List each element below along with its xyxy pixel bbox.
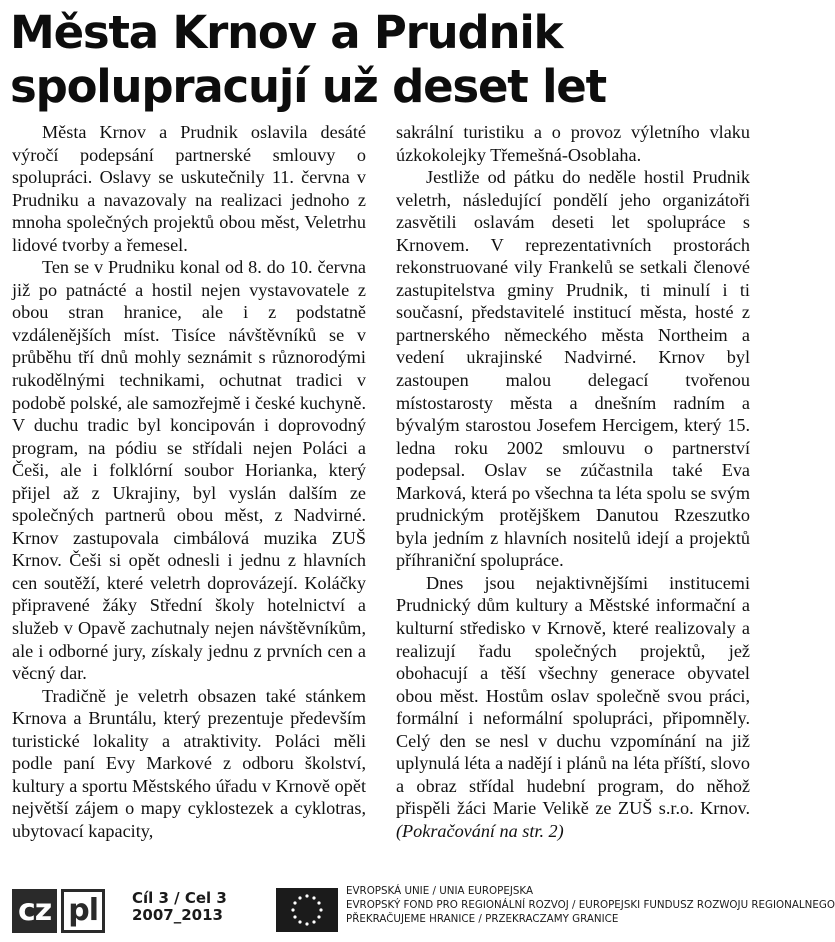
eu-line-fund: EVROPSKÝ FOND PRO REGIONÁLNÍ ROZVOJ / EUROPEJSKI FUNDUSZ ROZWOJU REGIONALNEGO [346,899,835,911]
paragraph: Ten se v Prudniku konal od 8. do 10. června již po patnácté a hostil nejen vystavovatele z obou stran hranice, ale i z podstatně vzdálenějších míst. Tisíce návštěvníků se v průběhu tří dnů mohly seznámit s různorodými rukodělnými technikami, ochutnat tradici v podobě polské, ale samozřejmě i české kuchyně. V duchu tradic byl koncipován i doprovodný program, na pódiu se střídali nejen Poláci a Češi, ale i folklórní soubor Horianka, který přijel až z Ukrajiny, byl vyslán dalším ze společných partnerů obou měst, z Nadvirné. Krnov zastupovala cimbálová muzika ZUŠ Krnov. Češi si opět odnesli i jednu z hlavních cen soutěží, které veletrh doprovázejí. Koláčky připravené žáky Střední školy hotelnictví a služeb v Opavě zachutnaly nejen návštěvníkům, ale i odborné jury, získaly jednu z prvních cen a věcný dar. [12,257,366,684]
logo-pl: pl [61,889,105,933]
paragraph: Tradičně je veletrh obsazen také stánkem Krnova a Bruntálu, který prezentuje především turistické lokality a atraktivity. Poláci měli podle paní Evy Markové z odboru školství, kultury a sportu Městského úřadu v Krnově opět největší zájem o mapy cyklostezek a cyklotras, ubytovací kapacity, [12,685,366,841]
headline-line-1: Města Krnov a Prudnik [10,6,563,59]
funding-footer [0,882,835,942]
article-column-right [396,121,750,843]
cz-pl-logo [12,886,124,936]
headline-line-2: spolupracují už deset let [10,60,606,113]
program-goal [132,890,227,924]
continuation-note: (Pokračování na str. 2) [396,820,564,841]
paragraph: Jestliže od pátku do neděle hostil Prudnik veletrh, následující pondělí jeho organizátoři zasvětili oslavám deseti let spolupráce s Krnovem. V reprezentativních prostorách rekonstruované vily Frankelů se setkali členové zastupitelstva gminy Prudnik, ti minulí i ti současní, představitelé institucí města, hosté z partnerského německého města Northeim a vedení ukrajinské Nadvirné. Krnov byl zastoupen malou delegací tvořenou místostarosty města a dnešním radním a bývalým starostou Josefem Hercigem, který 15. ledna roku 2002 smlouvu o partnerství podepsal. Oslav se zúčastnila také Eva Marková, která po všechna ta léta spolu se svým prudnickým protějškem Danutou Rzeszutko byla jedním z hlavních nositelů idejí a projektů příhraniční spolupráce. [396,167,750,571]
paragraph: sakrální turistiku a o provoz výletního vlaku úzkokolejky Třemešná-Osoblaha. [396,122,750,165]
article-headline [10,6,750,114]
eu-funding-text [346,884,835,926]
paragraph: Města Krnov a Prudnik oslavila desáté výročí podepsání partnerské smlouvy o spolupráci. Oslavy se uskutečnily 11. června v Prudniku a navazovaly na realizaci jednoho z mnoha společných projektů obou měst, Veletrhu lidové tvorby a řemesel. [12,122,366,255]
eu-line-union: EVROPSKÁ UNIE / UNIA EUROPEJSKA [346,885,534,897]
goal-title: Cíl 3 / Cel 3 [132,889,227,907]
goal-period: 2007_2013 [132,906,223,924]
paragraph-text: Dnes jsou nejaktivnějšími institucemi Prudnický dům kultury a Městské informační a kulturní středisko v Krnově, které realizovaly a realizují řadu společných projektů, jež obohacují a těší všechny generace obyvatel obou měst. Hostům oslav společně svou práci, formální i neformální spolupráci, připomněly. Celý den se nesl v duchu vzpomínání na již uplynulá léta a nadějí i plánů na léta příští, slovo a obraz střídal hudební program, do něhož přispěli žáci Marie Velikě ze ZUŠ s.r.o. Krnov. [396,572,750,819]
eu-flag-icon [276,888,338,932]
paragraph [396,572,750,843]
logo-cz: cz [12,889,57,933]
article-column-left [12,121,366,843]
eu-line-motto: PŘEKRAČUJEME HRANICE / PRZEKRACZAMY GRANICE [346,913,619,925]
